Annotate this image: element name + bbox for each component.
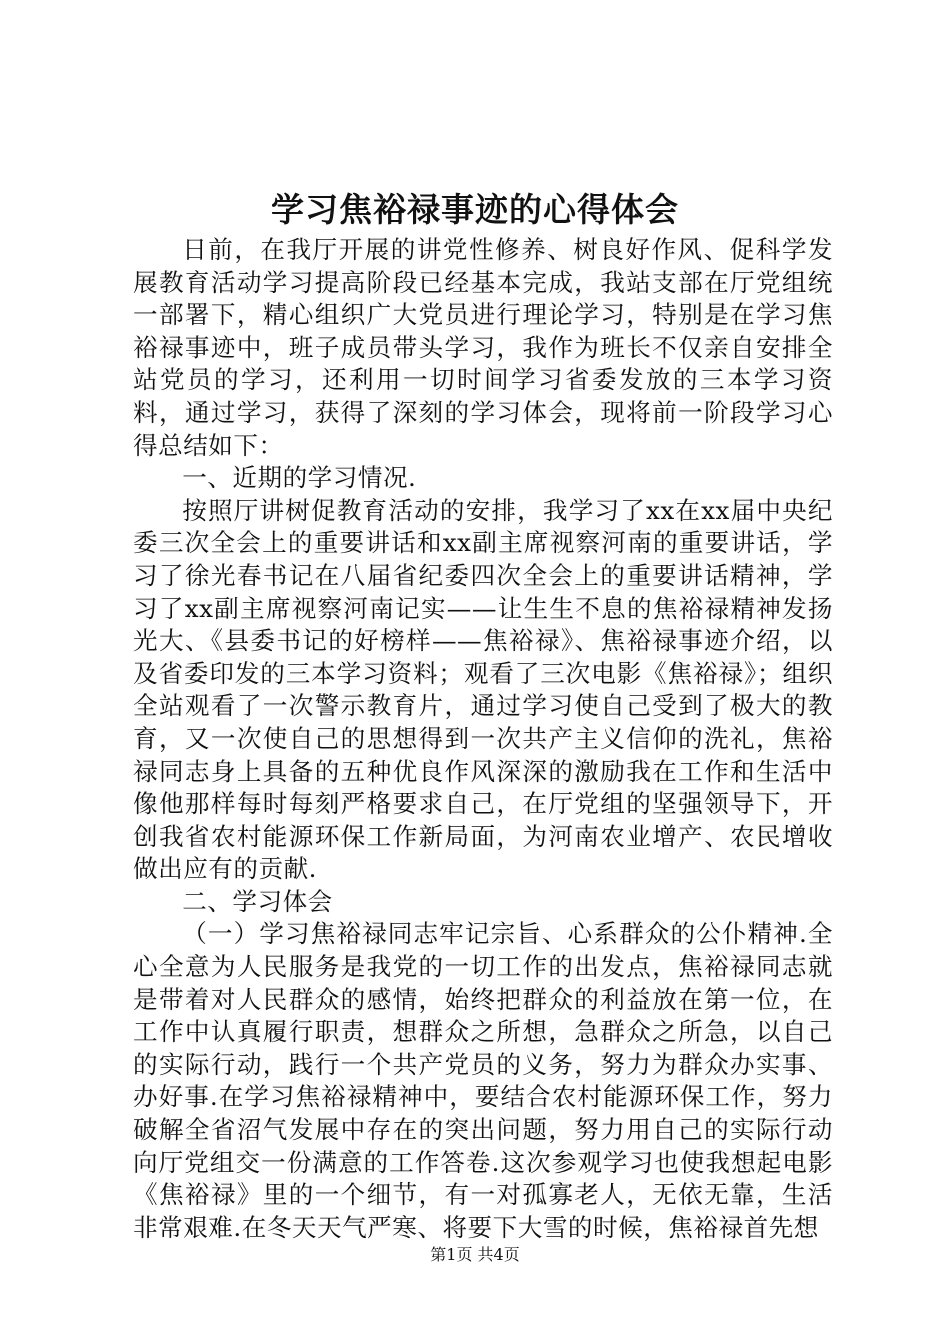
section-heading-1: 一、近期的学习情况. [182, 463, 417, 493]
learning-situation-paragraph: 按照厅讲树促教育活动的安排，我学习了xx在xx届中央纪委三次全会上的重要讲话和xx副主席视察河南的重要讲话，学习了徐光春书记在八届省纪委四次全会上的重要讲话精神，学习了xx副主席视察河南记实——让生生不息的焦裕禄精神发扬光大、《县委书记的好榜样——焦裕禄》、焦裕禄事迹介绍，以及省委印发的三本学习资料；观看了三次电影《焦裕禄》；组织全站观看了一次警示教育片，通过学习使自己受到了极大的教育，又一次使自己的思想得到一次共产主义信仰的洗礼，焦裕禄同志身上具备的五种优良作风深深的激励我在工作和生活中像他那样每时每刻严格要求自己，在厅党组的坚强领导下，开创我省农村能源环保工作新局面，为河南农业增产、农民增收做出应有的贡献. [133, 495, 833, 884]
document-title: 学习焦裕禄事迹的心得体会 [271, 190, 679, 229]
intro-paragraph: 日前，在我厅开展的讲党性修养、树良好作风、促科学发展教育活动学习提高阶段已经基本完成，我站支部在厅党组统一部署下，精心组织广大党员进行理论学习，特别是在学习焦裕禄事迹中，班子成员带头学习，我作为班长不仅亲自安排全站党员的学习，还利用一切时间学习省委发放的三本学习资料，通过学习，获得了深刻的学习体会，现将前一阶段学习心得总结如下： [133, 235, 833, 460]
page-indicator: 第1页 共4页 [430, 1245, 520, 1264]
learning-insight-paragraph: （一）学习焦裕禄同志牢记宗旨、心系群众的公仆精神.全心全意为人民服务是我党的一切工作的出发点，焦裕禄同志就是带着对人民群众的感情，始终把群众的利益放在第一位，在工作中认真履行职责，想群众之所想，急群众之所急，以自己的实际行动，践行一个共产党员的义务，努力为群众办实事、办好事.在学习焦裕禄精神中，要结合农村能源环保工作，努力破解全省沼气发展中存在的突出问题，努力用自己的实际行动向厅党组交一份满意的工作答卷.这次参观学习也使我想起电影《焦裕禄》里的一个细节，有一对孤寡老人，无依无靠，生活非常艰难.在冬天天气严寒、将要下大雪的时候，焦裕禄首先想 [133, 919, 833, 1242]
document-body [133, 234, 833, 1244]
section-heading-2: 二、学习体会 [182, 886, 333, 916]
